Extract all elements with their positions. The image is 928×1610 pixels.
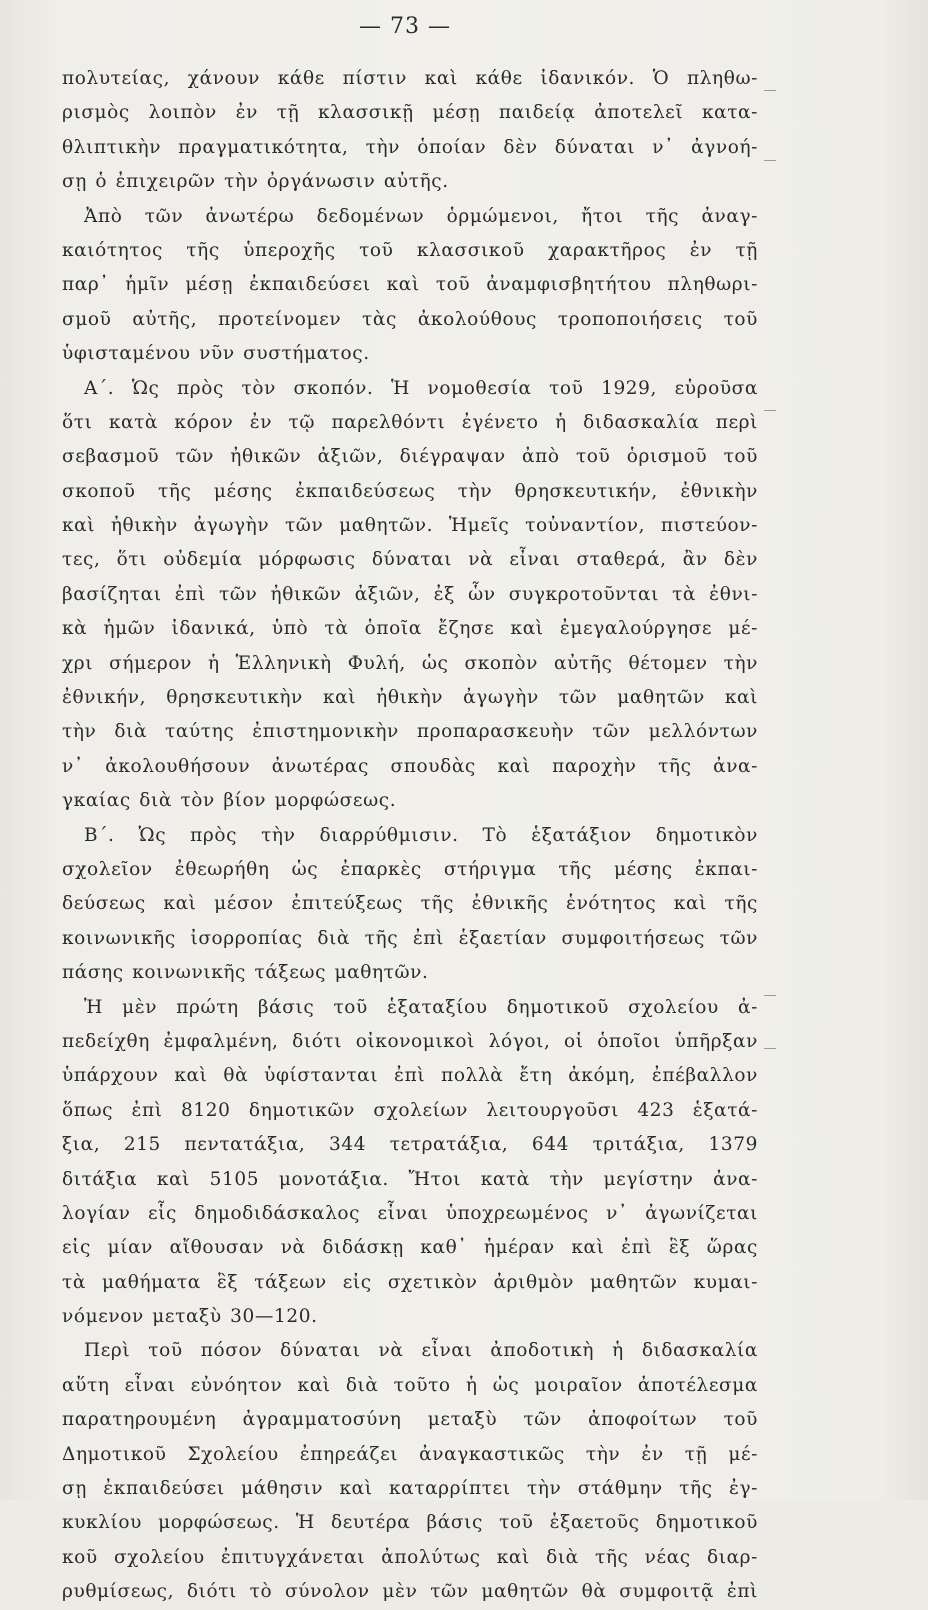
text-line: αὕτη εἶναι εὐνόητον καὶ διὰ τοῦτο ἡ ὡς μοιραῖον ἀποτέλεσμα — [62, 1374, 758, 1396]
text-line: ὅπως ἐπὶ 8120 δημοτικῶν σχολείων λειτουργοῦσι 423 ἑξατά- — [62, 1099, 758, 1121]
text-line: σκοποῦ τῆς μέσης ἐκπαιδεύσεως τὴν θρησκευτικήν, ἐθνικὴν — [62, 480, 758, 502]
text-line: πάσης κοινωνικῆς τάξεως μαθητῶν. — [62, 962, 429, 984]
text-line: διτάξια καὶ 5105 μονοτάξια. Ἤτοι κατὰ τὴν μεγίστην ἀνα- — [62, 1168, 758, 1190]
text-line: ρυθμίσεως, διότι τὸ σύνολον μὲν τῶν μαθητῶν θὰ συμφοιτᾷ ἐπὶ — [62, 1581, 758, 1603]
text-line: ρισμὸς λοιπὸν ἐν τῇ κλασσικῇ μέσῃ παιδείᾳ ἀποτελεῖ κατα- — [62, 102, 758, 124]
text-line: σῃ ὁ ἐπιχειρῶν τὴν ὀργάνωσιν αὐτῆς. — [62, 171, 449, 193]
body-text — [62, 62, 758, 1610]
text-line: κυκλίου μορφώσεως. Ἡ δευτέρα βάσις τοῦ ἑξαετοῦς δημοτικοῦ — [62, 1512, 758, 1534]
text-line: λογίαν εἷς δημοδιδάσκαλος εἶναι ὑποχρεωμένος ν᾿ ἀγωνίζεται — [62, 1202, 758, 1224]
text-line: δεύσεως καὶ μέσον ἐπιτεύξεως τῆς ἐθνικῆς ἑνότητος καὶ τῆς — [62, 893, 758, 915]
text-line: καιότητος τῆς ὑπεροχῆς τοῦ κλασσικοῦ χαρακτῆρος ἐν τῇ — [62, 239, 758, 261]
margin-mark — [764, 410, 776, 411]
text-line: ξια, 215 πεντατάξια, 344 τετρατάξια, 644 τριτάξια, 1379 — [62, 1134, 758, 1156]
text-line: κὰ ἡμῶν ἰδανικά, ὑπὸ τὰ ὁποῖα ἔζησε καὶ ἐμεγαλούργησε μέ- — [62, 618, 758, 640]
text-line: εἰς μίαν αἴθουσαν νὰ διδάσκῃ καθ᾿ ἡμέραν καὶ ἐπὶ ἓξ ὥρας — [62, 1237, 758, 1259]
text-line: σχολεῖον ἐθεωρήθη ὡς ἐπαρκὲς στήριγμα τῆς μέσης ἐκπαι- — [62, 858, 758, 880]
text-line: κοῦ σχολείου ἐπιτυγχάνεται ἀπολύτως καὶ διὰ τῆς νέας διαρ- — [62, 1546, 758, 1568]
text-line: τὴν διὰ ταύτης ἐπιστημονικὴν προπαρασκευὴν τῶν μελλόντων — [62, 721, 758, 743]
text-line: παρ᾿ ἡμῖν μέσῃ ἐκπαιδεύσει καὶ τοῦ ἀναμφισβητήτου πληθωρι- — [62, 274, 758, 296]
text-line: Β΄. Ὡς πρὸς τὴν διαρρύθμισιν. Τὸ ἑξατάξιον δημοτικὸν — [84, 824, 758, 846]
text-line: χρι σήμερον ἡ Ἑλληνικὴ Φυλή, ὡς σκοπὸν αὐτῆς θέτομεν τὴν — [62, 652, 758, 674]
margin-mark — [764, 995, 776, 996]
text-line: ὑπάρχουν καὶ θὰ ὑφίστανται ἐπὶ πολλὰ ἔτη ἀκόμη, ἐπέβαλλον — [62, 1065, 758, 1087]
text-line: σεβασμοῦ τῶν ἠθικῶν ἀξιῶν, διέγραψαν ἀπὸ τοῦ ὁρισμοῦ τοῦ — [62, 446, 758, 468]
text-line: Α΄. Ὡς πρὸς τὸν σκοπόν. Ἡ νομοθεσία τοῦ 1929, εὑροῦσα — [84, 377, 758, 399]
text-line: πολυτείας, χάνουν κάθε πίστιν καὶ κάθε ἰδανικόν. Ὁ πληθω- — [62, 68, 758, 89]
text-line: σμοῦ αὐτῆς, προτείνομεν τὰς ἀκολούθους τροποποιήσεις τοῦ — [62, 308, 758, 330]
text-line: Δημοτικοῦ Σχολείου ἐπηρεάζει ἀναγκαστικῶς τὴν ἐν τῇ μέ- — [62, 1443, 758, 1465]
text-line: νόμενον μεταξὺ 30—120. — [62, 1306, 318, 1328]
text-line: θλιπτικὴν πραγματικότητα, τὴν ὁποίαν δὲν δύναται ν᾿ ἀγνοή- — [62, 136, 758, 158]
text-line: τὰ μαθήματα ἓξ τάξεων εἰς σχετικὸν ἀριθμὸν μαθητῶν κυμαι- — [62, 1271, 758, 1293]
text-line: γκαίας διὰ τὸν βίον μορφώσεως. — [62, 790, 397, 812]
text-line: πεδείχθη ἐμφαλμένη, διότι οἰκονομικοὶ λόγοι, οἱ ὁποῖοι ὑπῆρξαν — [62, 1030, 758, 1052]
margin-mark — [764, 90, 776, 91]
text-line: σῃ ἐκπαιδεύσει μάθησιν καὶ καταρρίπτει τὴν στάθμην τῆς ἐγ- — [62, 1478, 758, 1500]
text-line: ἐθνικήν, θρησκευτικὴν καὶ ἠθικὴν ἀγωγὴν τῶν μαθητῶν καὶ — [62, 687, 758, 709]
page-number: — 73 — — [359, 14, 451, 39]
text-line: βασίζηται ἐπὶ τῶν ἠθικῶν ἀξιῶν, ἐξ ὧν συγκροτοῦνται τὰ ἐθνι- — [62, 583, 758, 605]
text-line: ὅτι κατὰ κόρον ἐν τῷ παρελθόντι ἐγένετο ἡ διδασκαλία περὶ — [62, 411, 758, 433]
text-line: ν᾿ ἀκολουθήσουν ἀνωτέρας σπουδὰς καὶ παροχὴν τῆς ἀνα- — [62, 755, 758, 777]
text-line: Ἡ μὲν πρώτη βάσις τοῦ ἑξαταξίου δημοτικοῦ σχολείου ἀ- — [84, 996, 758, 1018]
margin-marks — [764, 60, 778, 1160]
margin-mark — [764, 160, 776, 161]
text-line: παρατηρουμένη ἀγραμματοσύνη μεταξὺ τῶν ἀποφοίτων τοῦ — [62, 1409, 758, 1431]
text-line: Περὶ τοῦ πόσον δύναται νὰ εἶναι ἀποδοτικὴ ἡ διδασκαλία — [84, 1340, 758, 1362]
text-line: τες, ὅτι οὐδεμία μόρφωσις δύναται νὰ εἶναι σταθερά, ἂν δὲν — [62, 549, 758, 571]
text-line: κοινωνικῆς ἰσορροπίας διὰ τῆς ἐπὶ ἑξαετίαν συμφοιτήσεως τῶν — [62, 927, 758, 949]
text-line: ὑφισταμένου νῦν συστήματος. — [62, 343, 370, 365]
text-line: καὶ ἠθικὴν ἀγωγὴν τῶν μαθητῶν. Ἡμεῖς τοὐναντίον, πιστεύον- — [62, 515, 758, 537]
margin-mark — [764, 1048, 776, 1049]
text-line: Ἀπὸ τῶν ἀνωτέρω δεδομένων ὁρμώμενοι, ἤτοι τῆς ἀναγ- — [84, 205, 758, 227]
